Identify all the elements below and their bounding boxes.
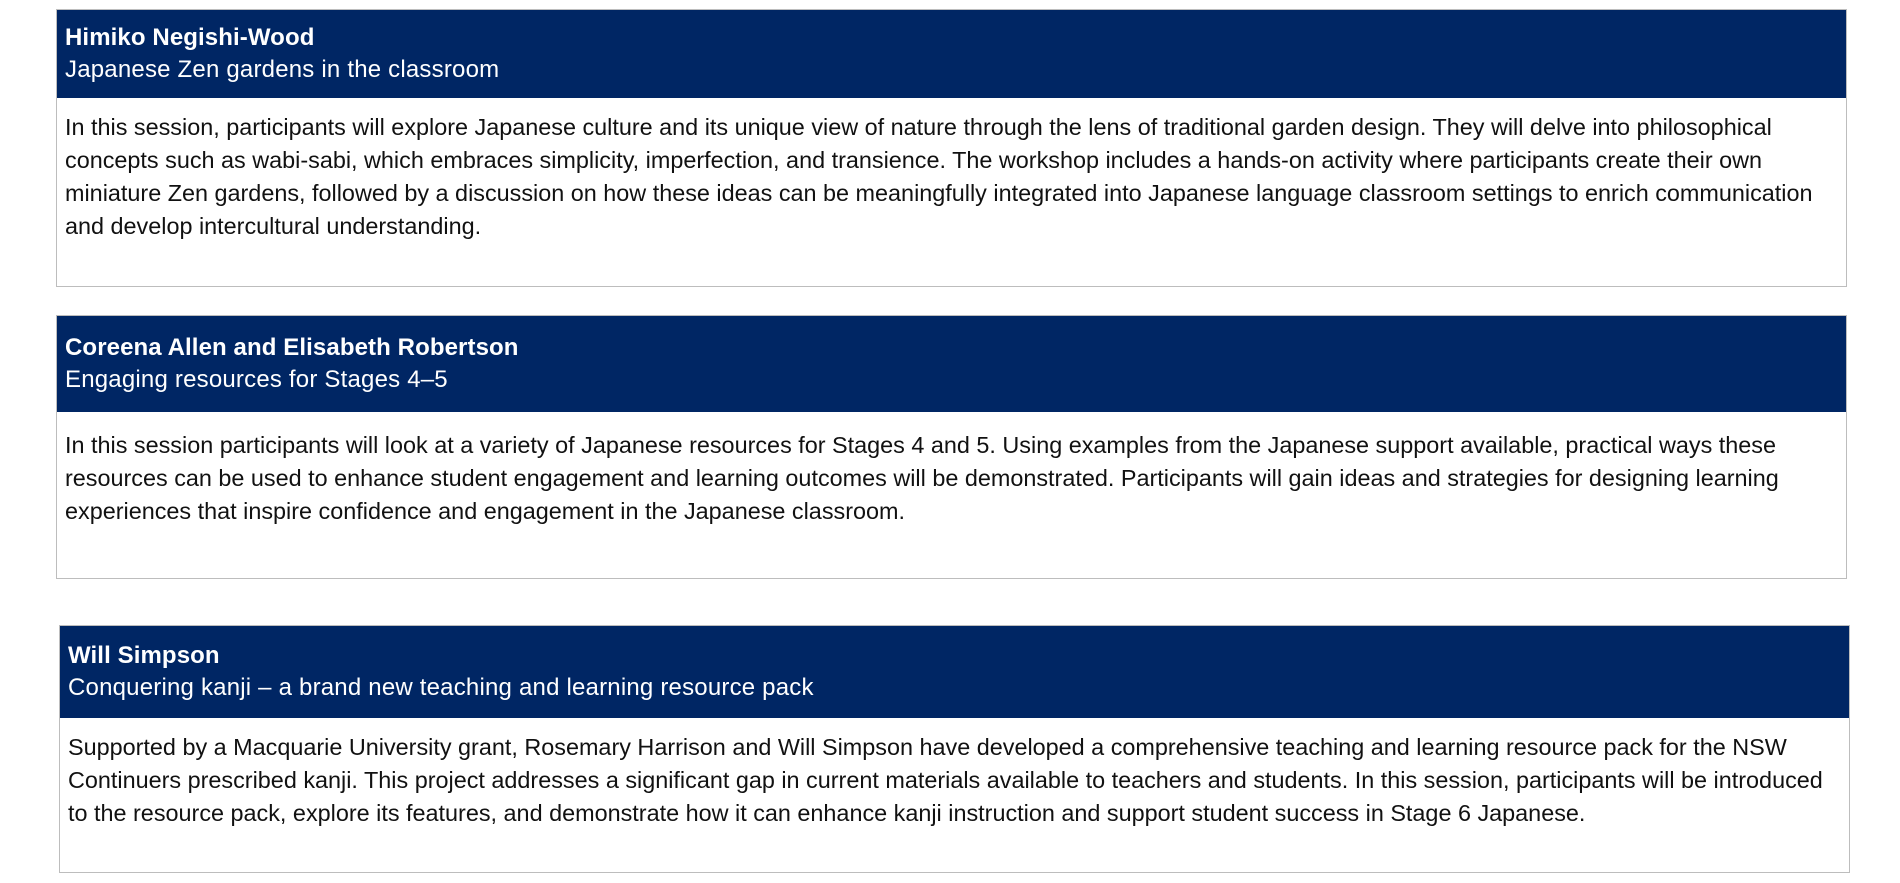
session-description: Supported by a Macquarie University grant, Rosemary Harrison and Will Simpson have developed a comprehensive teaching and learning resource pack for the NSW Continuers prescribed kanji. This project addresses a significant gap in current materials available to teachers and students. In this session, participants will be introduced to the resource pack, explore its features, and demonstrate how it can enhance kanji instruction and support student success in Stage 6 Japanese. (68, 734, 1823, 826)
presenter-name: Will Simpson (68, 642, 220, 669)
session-description: In this session, participants will explore Japanese culture and its unique view of nature through the lens of traditional garden design. They will delve into philosophical concepts such as wabi-sabi, which embraces simplicity, imperfection, and transience. The workshop includes a hands-on activity where participants create their own miniature Zen gardens, followed by a discussion on how these ideas can be meaningfully integrated into Japanese language classroom settings to enrich communication and develop intercultural understanding. (65, 114, 1813, 239)
session-card (59, 625, 1850, 873)
session-title: Conquering kanji – a brand new teaching and learning resource pack (68, 674, 814, 701)
presenter-name: Himiko Negishi-Wood (65, 24, 315, 51)
session-title: Japanese Zen gardens in the classroom (65, 56, 500, 83)
session-header (60, 626, 1849, 718)
session-title: Engaging resources for Stages 4–5 (65, 366, 448, 393)
session-card (56, 9, 1847, 287)
presenter-name: Coreena Allen and Elisabeth Robertson (65, 334, 519, 361)
session-card (56, 315, 1847, 579)
session-description: In this session participants will look at a variety of Japanese resources for Stages 4 and 5. Using examples from the Japanese support available, practical ways these resources can be used to enhance student engagement and learning outcomes will be demonstrated. Participants will gain ideas and strategies for designing learning experiences that inspire confidence and engagement in the Japanese classroom. (65, 432, 1779, 524)
session-header (57, 10, 1846, 98)
session-header (57, 316, 1846, 412)
